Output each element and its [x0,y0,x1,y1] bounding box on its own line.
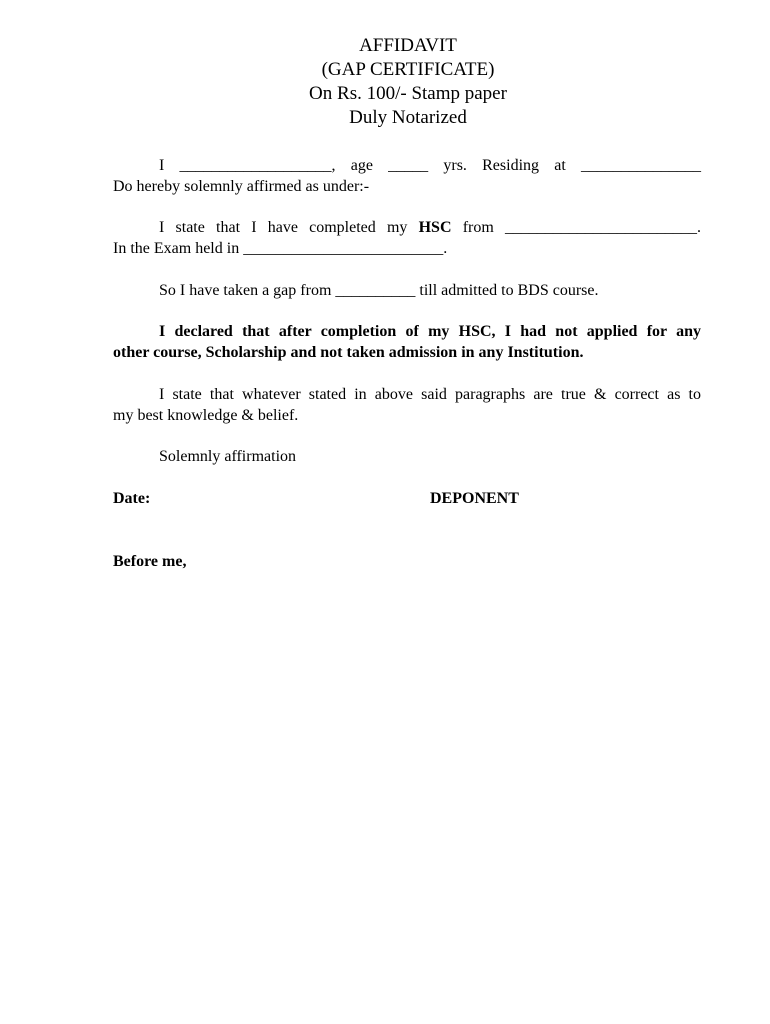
before-me-label: Before me, [113,553,187,570]
solemn-affirmation-paragraph [113,446,701,467]
declarant-details-line: I ___________________, age _____ yrs. Residing at _______________ [159,157,701,174]
gap-period-paragraph [113,280,701,301]
title-affidavit: AFFIDAVIT [359,35,457,56]
document-title [0,34,770,130]
truth-statement-paragraph [113,384,701,426]
title-gap-certificate: (GAP CERTIFICATE) [321,59,495,80]
hsc-bold-text: HSC [418,219,452,236]
declarant-details-paragraph [113,155,701,197]
declaration-line-2: other course, Scholarship and not taken admission in any Institution. [113,344,584,361]
hsc-completion-line [113,217,701,238]
title-notarized: Duly Notarized [349,107,467,128]
title-stamp-paper: On Rs. 100/- Stamp paper [309,83,507,104]
truth-statement-line-2: my best knowledge & belief. [113,407,299,424]
solemn-affirmation-line: Solemnly affirmation [159,448,297,465]
truth-statement-line-1: I state that whatever stated in above said paragraphs are true & correct as to [159,386,701,403]
deponent-label: DEPONENT [430,490,519,507]
exam-held-line: In the Exam held in _________________________. [113,240,448,257]
hsc-completion-paragraph [113,217,701,259]
declaration-line-1: I declared that after completion of my HSC, I had not applied for any [159,323,701,340]
declaration-paragraph [113,321,701,363]
affirmation-intro-line: Do hereby solemnly affirmed as under:- [113,178,370,195]
gap-period-line: So I have taken a gap from __________ till admitted to BDS course. [159,282,599,299]
date-label: Date: [113,490,151,507]
hsc-prefix-text: I state that I have completed my [159,219,408,236]
hsc-suffix-text: from ________________________. [462,219,702,236]
